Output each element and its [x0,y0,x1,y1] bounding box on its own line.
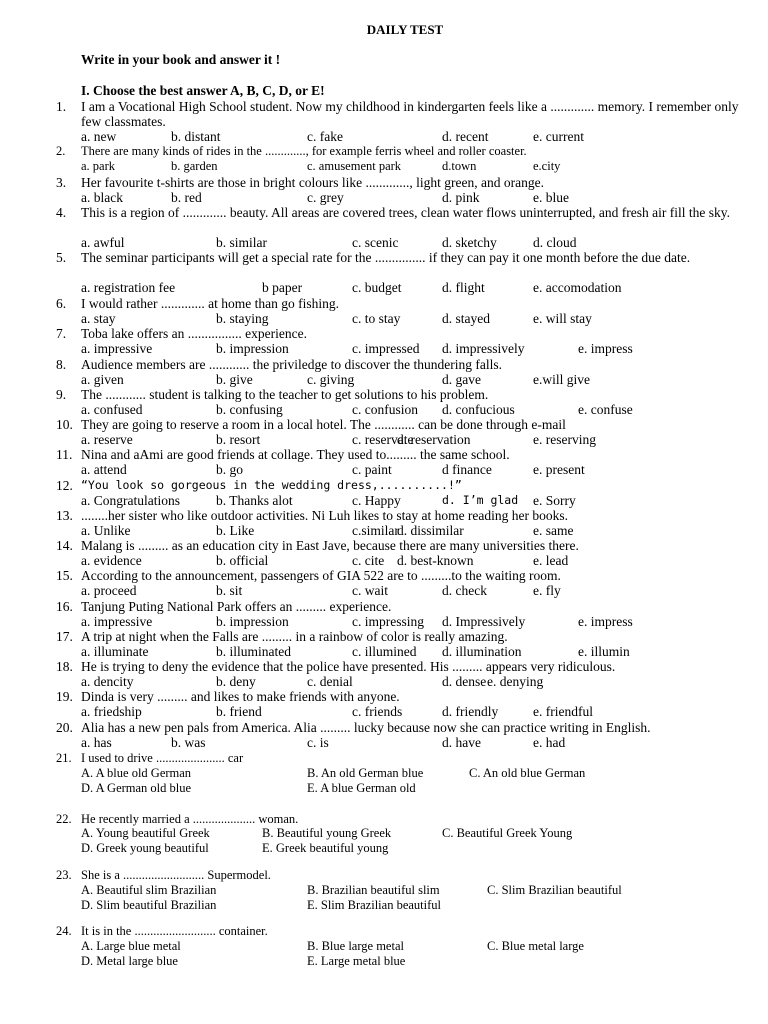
answer-option[interactable]: d. Impressively [442,614,526,629]
question-text: I am a Vocational High School student. Now my childhood in kindergarten feels like a ............. memory. I remember only few classmates. [81,99,739,129]
answer-option[interactable]: e. impress [578,614,633,629]
question-number: 5. [56,250,67,265]
answer-option[interactable]: a. new [81,129,117,144]
answer-option[interactable]: a. evidence [81,553,142,568]
answer-option[interactable]: a. Congratulations [81,493,180,508]
section-heading: I. Choose the best answer A, B, C, D, or E! [81,83,325,98]
question-text: Nina and aAmi are good friends at collage. They used to......... the same school. [81,447,510,462]
question-number: 13. [56,508,73,523]
answer-option[interactable]: A. Large blue metal [81,939,181,953]
answer-option[interactable]: d. dense [442,674,487,689]
answer-option[interactable]: d. best-known [397,553,474,568]
question-text: He recently married a .................... woman. [81,812,299,826]
answer-option[interactable]: c. fake [307,129,343,144]
answer-option[interactable]: b. give [216,372,253,387]
question-text: Dinda is very ......... and likes to make friends with anyone. [81,689,400,704]
question-number: 1. [56,99,67,114]
answer-option[interactable]: E. Greek beautiful young [262,841,389,855]
answer-option[interactable]: D. Greek young beautiful [81,841,209,855]
question-number: 14. [56,538,73,553]
answer-option[interactable]: b. was [171,735,206,750]
answer-option[interactable]: d finance [442,462,492,477]
answer-option[interactable]: b. staying [216,311,269,326]
answer-option[interactable]: a. park [81,159,116,173]
answer-option[interactable]: a. reserve [81,432,133,447]
answer-option[interactable]: e. current [533,129,584,144]
question-text: This is a region of ............. beauty. All areas are covered trees, clean water flows uninterrupted, and fresh air fill the sky. [81,205,731,220]
answer-option[interactable]: C. Beautiful Greek Young [442,826,573,840]
answer-option[interactable]: c. cite [352,553,385,568]
answer-option[interactable]: c. impressing [352,614,424,629]
answer-option[interactable]: a. confused [81,402,143,417]
question-number: 4. [56,205,67,220]
question-text: ........her sister who like outdoor activities. Ni Luh likes to stay at home reading her books. [81,508,569,523]
answer-option[interactable]: d. I’m glad [442,493,519,507]
answer-option[interactable]: b. confusing [216,402,283,417]
answer-option[interactable]: D. A German old blue [81,781,192,795]
answer-option[interactable]: a. stay [81,311,116,326]
answer-option[interactable]: b. distant [171,129,221,144]
answer-option[interactable]: e. reserving [533,432,596,447]
answer-option[interactable]: c. reservate [352,432,414,447]
answer-option[interactable]: d. recent [442,129,489,144]
question-number: 6. [56,296,67,311]
question-number: 11. [56,447,73,462]
answer-option[interactable]: d. confucious [442,402,515,417]
answer-option[interactable]: A. A blue old German [81,766,192,780]
answer-option[interactable]: a. impressive [81,614,153,629]
answer-option[interactable]: a. black [81,190,123,205]
answer-option[interactable]: b. sit [216,583,243,598]
answer-option[interactable]: c. is [307,735,329,750]
question-text: Audience members are ............ the priviledge to discover the thundering falls. [81,357,502,372]
question-text: Tanjung Puting National Park offers an ......... experience. [81,599,392,614]
answer-option[interactable]: d. flight [442,280,485,295]
question-number: 24. [56,924,72,938]
instruction: Write in your book and answer it ! [81,52,281,67]
answer-option[interactable]: C. An old blue German [469,766,586,780]
answer-option[interactable]: a. proceed [81,583,137,598]
answer-option[interactable]: E. A blue German old [307,781,416,795]
answer-option[interactable]: B. An old German blue [307,766,424,780]
question-number: 8. [56,357,67,372]
answer-option[interactable]: a. dencity [81,674,134,689]
answer-option[interactable]: e.city [533,159,561,173]
answer-option[interactable]: c. impressed [352,341,420,356]
answer-option[interactable]: c. scenic [352,235,399,250]
question-text: She is a .......................... Supermodel. [81,868,271,882]
answer-option[interactable]: c. illumined [352,644,417,659]
answer-option[interactable]: b. impression [216,614,289,629]
question-number: 22. [56,812,72,826]
question-number: 7. [56,326,67,341]
answer-option[interactable]: c. wait [352,583,388,598]
answer-option[interactable]: b. friend [216,704,262,719]
answer-option[interactable]: B. Brazilian beautiful slim [307,883,440,897]
answer-option[interactable]: d. check [442,583,487,598]
answer-option[interactable]: b. deny [216,674,256,689]
answer-option[interactable]: c. amusement park [307,159,402,173]
question-number: 16. [56,599,73,614]
answer-option[interactable]: B. Blue large metal [307,939,404,953]
answer-option[interactable]: e. denying [487,674,544,689]
answer-option[interactable]: b. impression [216,341,289,356]
answer-option[interactable]: b. resort [216,432,261,447]
answer-option[interactable]: c. friends [352,704,403,719]
answer-option[interactable]: e. had [533,735,566,750]
answer-option[interactable]: A. Beautiful slim Brazilian [81,883,217,897]
answer-option[interactable]: e. fly [533,583,561,598]
answer-option[interactable]: e. same [533,523,574,538]
answer-option[interactable]: a. illuminate [81,644,149,659]
question-number: 3. [56,175,67,190]
answer-option[interactable]: a. registration fee [81,280,176,295]
question-number: 17. [56,629,73,644]
answer-option[interactable]: A. Young beautiful Greek [81,826,210,840]
question-text: A trip at night when the Falls are ......... in a rainbow of color is really amazing. [81,629,508,644]
answer-option[interactable]: b. similar [216,235,267,250]
answer-option[interactable]: a. has [81,735,112,750]
answer-option[interactable]: E. Slim Brazilian beautiful [307,898,441,912]
answer-option[interactable]: d. reservation [397,432,471,447]
answer-option[interactable]: c. confusion [352,402,418,417]
answer-option[interactable]: C. Slim Brazilian beautiful [487,883,622,897]
answer-option[interactable]: d. impressively [442,341,525,356]
answer-option[interactable]: d. have [442,735,481,750]
answer-option[interactable]: C. Blue metal large [487,939,584,953]
question-number: 2. [56,144,66,158]
question-text: I would rather ............. at home than go fishing. [81,296,339,311]
answer-option[interactable]: B. Beautiful young Greek [262,826,392,840]
question-text: The seminar participants will get a special rate for the ............... if they can pay it one month before the due date. [81,250,691,265]
answer-option[interactable]: b. garden [171,159,218,173]
question-number: 10. [56,417,73,432]
answer-option[interactable]: e. blue [533,190,569,205]
answer-option[interactable]: e. impress [578,341,633,356]
question-text: Toba lake offers an ................ experience. [81,326,307,341]
answer-option[interactable]: c. Happy [352,493,401,508]
answer-option[interactable]: b paper [262,280,303,295]
answer-option[interactable]: b. red [171,190,202,205]
answer-option[interactable]: D. Slim beautiful Brazilian [81,898,217,912]
answer-option[interactable]: e. accomodation [533,280,622,295]
answer-option[interactable]: a. attend [81,462,127,477]
answer-option[interactable]: d. cloud [533,235,577,250]
question-number: 18. [56,659,73,674]
question-number: 23. [56,868,72,882]
question-number: 12. [56,478,73,493]
answer-option[interactable]: e. Sorry [533,493,576,508]
answer-option[interactable]: c. to stay [352,311,401,326]
question-text: They are going to reserve a room in a local hotel. The ............ can be done through e-mail [81,417,566,432]
answer-option[interactable]: e. confuse [578,402,633,417]
answer-option[interactable]: a. Unlike [81,523,131,538]
answer-option[interactable]: e. lead [533,553,569,568]
answer-option[interactable]: e. illumin [578,644,630,659]
answer-option[interactable]: d. dissimilar [397,523,464,538]
question-text: I used to drive ...................... car [81,751,244,765]
question-text: “You look so gorgeous in the wedding dress,..........!” [81,478,462,492]
question-text: There are many kinds of rides in the ............., for example ferris wheel and roller coaster. [81,144,527,158]
answer-option[interactable]: E. Large metal blue [307,954,406,968]
question-text: Alia has a new pen pals from America. Alia ......... lucky because now she can practice writing in English. [81,720,651,735]
answer-option[interactable]: a. impressive [81,341,153,356]
answer-option[interactable]: d.town [442,159,477,173]
answer-option[interactable]: e. will stay [533,311,592,326]
answer-option[interactable]: c. grey [307,190,344,205]
question-text: Her favourite t-shirts are those in bright colours like ............., light green, and orange. [81,175,545,190]
question-number: 20. [56,720,73,735]
answer-option[interactable]: a. friedship [81,704,142,719]
answer-option[interactable]: b. go [216,462,243,477]
question-number: 15. [56,568,73,583]
question-text: Malang is ......... as an education city in East Jave, because there are many universities there. [81,538,579,553]
question-number: 21. [56,751,72,765]
question-number: 9. [56,387,67,402]
answer-option[interactable]: c. budget [352,280,402,295]
page-title: DAILY TEST [366,22,444,37]
answer-option[interactable]: b. official [216,553,269,568]
answer-option[interactable]: d. friendly [442,704,499,719]
question-text: It is in the .......................... container. [81,924,268,938]
answer-option[interactable]: c. giving [307,372,355,387]
answer-option[interactable]: d. sketchy [442,235,497,250]
answer-option[interactable]: b. Thanks alot [216,493,293,508]
question-text: He is trying to deny the evidence that the police have presented. His ......... appears very ridiculous. [81,659,616,674]
answer-option[interactable]: d. stayed [442,311,490,326]
answer-option[interactable]: a. awful [81,235,125,250]
answer-option[interactable]: c. denial [307,674,353,689]
question-text: The ............ student is talking to the teacher to get solutions to his problem. [81,387,489,402]
answer-option[interactable]: e. present [533,462,585,477]
question-number: 19. [56,689,73,704]
answer-option[interactable]: c.similar [352,523,399,538]
answer-option[interactable]: D. Metal large blue [81,954,178,968]
answer-option[interactable]: c. paint [352,462,392,477]
answer-option[interactable]: b. Like [216,523,255,538]
answer-option[interactable]: b. illuminated [216,644,291,659]
answer-option[interactable]: d. pink [442,190,480,205]
answer-option[interactable]: e. friendful [533,704,593,719]
answer-option[interactable]: d. illumination [442,644,522,659]
answer-option[interactable]: a. given [81,372,124,387]
question-text: According to the announcement, passengers of GIA 522 are to .........to the waiting room. [81,568,561,583]
answer-option[interactable]: d. gave [442,372,481,387]
answer-option[interactable]: e.will give [533,372,590,387]
